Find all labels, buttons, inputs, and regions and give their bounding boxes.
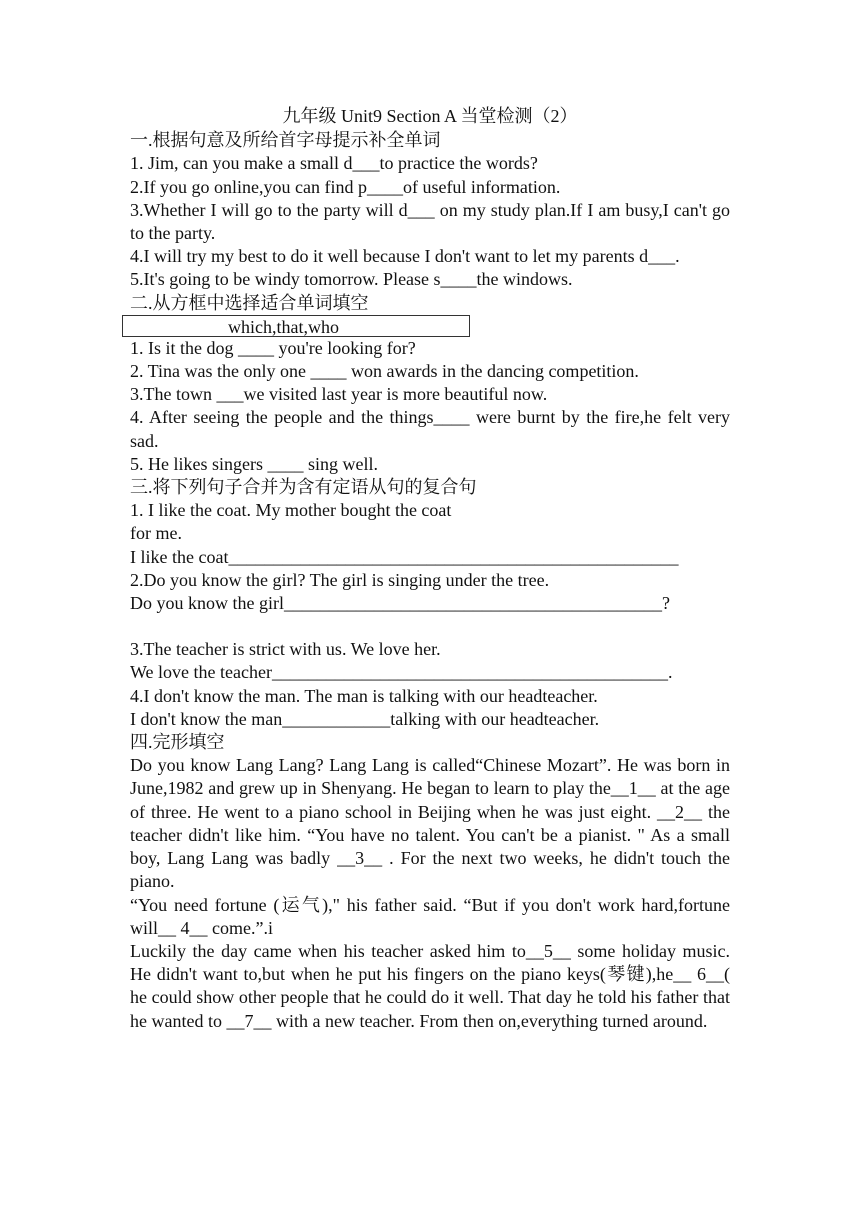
worksheet-title: 九年级 Unit9 Section A 当堂检测（2） (282, 106, 578, 126)
s3-line: 3.The teacher is strict with us. We love her. (130, 639, 441, 660)
s2-question-1: 1. Is it the dog ____ you're looking for? (130, 337, 416, 358)
section-4-heading: 四.完形填空 (130, 732, 225, 753)
section-2-heading: 二.从方框中选择适合单词填空 (130, 292, 369, 313)
section-1 (130, 129, 730, 291)
s3-answer-line: Do you know the girl__________________________________________? (130, 593, 670, 614)
s1-question-5: 5.It's going to be windy tomorrow. Please s____the windows. (130, 269, 573, 290)
s3-answer-line: I like the coat__________________________________________________ (130, 546, 679, 567)
section-3 (130, 476, 730, 731)
s1-question-1: 1. Jim, can you make a small d___to practice the words? (130, 153, 538, 174)
s3-line: 1. I like the coat. My mother bought the coat (130, 500, 452, 521)
cloze-paragraph-2: “You need fortune (运气)," his father said. “But if you don't work hard,fortune will__ 4__ come.”.i (130, 894, 730, 938)
word-box: which,that,who (122, 315, 470, 337)
s2-question-5: 5. He likes singers ____ sing well. (130, 453, 378, 474)
s1-question-4: 4.I will try my best to do it well because I don't want to let my parents d___. (130, 246, 680, 267)
worksheet-content (130, 105, 730, 1033)
s3-line: 4.I don't know the man. The man is talking with our headteacher. (130, 685, 598, 706)
s2-question-4: 4. After seeing the people and the things____ were burnt by the fire,he felt very sad. (130, 407, 730, 451)
section-2 (130, 292, 730, 476)
cloze-paragraph-3: Luckily the day came when his teacher asked him to__5__ some holiday music. He didn't want to,but when he put his fingers on the piano keys(琴键),he__ 6__( he could show other people that he could do it well. That day he told his father that he wanted to __7__ with a new teacher. From then on,everything turned around. (130, 940, 730, 1031)
s3-line: for me. (130, 523, 182, 544)
spacer (130, 615, 730, 638)
s2-question-3: 3.The town ___we visited last year is more beautiful now. (130, 384, 548, 405)
section-4 (130, 731, 730, 1033)
s3-answer-line: I don't know the man____________talking with our headteacher. (130, 708, 600, 729)
s3-answer-line: We love the teacher____________________________________________. (130, 662, 673, 683)
s2-question-2: 2. Tina was the only one ____ won awards in the dancing competition. (130, 361, 639, 382)
s1-question-2: 2.If you go online,you can find p____of useful information. (130, 176, 561, 197)
section-1-heading: 一.根据句意及所给首字母提示补全单词 (130, 130, 441, 151)
s1-question-3: 3.Whether I will go to the party will d___ on my study plan.If I am busy,I can't go to the party. (130, 199, 730, 244)
cloze-paragraph-1: Do you know Lang Lang? Lang Lang is called“Chinese Mozart”. He was born in June,1982 and grew up in Shenyang. He began to learn to play the__1__ at the age of three. He went to a piano school in Beijing when he was just eight. __2__ the teacher didn't like him. “You have no talent. You can't be a pianist. " As a small boy, Lang Lang was badly __3__ . For the next two weeks, he didn't touch the piano. (130, 755, 730, 892)
section-3-heading: 三.将下列句子合并为含有定语从句的复合句 (130, 477, 477, 498)
s3-line: 2.Do you know the girl? The girl is singing under the tree. (130, 569, 550, 590)
